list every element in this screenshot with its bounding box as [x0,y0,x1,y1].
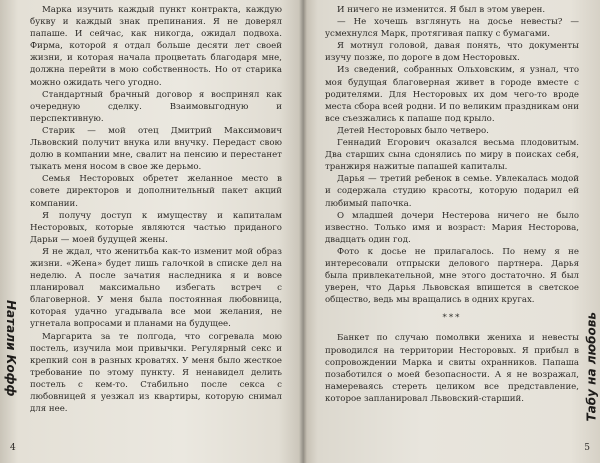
paragraph: Старик — мой отец Дмитрий Максимович Львовский получит внука или внучку. Передаст свою долю в компании мне, свалит на пенсию и перестанет тыкать меня носом в свое же дерьмо. [30,125,282,173]
paragraph: О младшей дочери Нестерова ничего не было известно. Только имя и возраст: Мария Несторова, двадцать один год. [325,210,579,245]
paragraph: Стандартный брачный договор я воспринял как очередную сделку. Взаимовыгодную и перспективную. [30,89,282,124]
paragraph: Дарья — третий ребенок в семье. Увлекалась модой и содержала студию красоты, которую подарил ей любимый папочка. [325,174,579,209]
paragraph: Марка изучить каждый пункт контракта, каждую букву и каждый знак препинания. Я не доверял папаше. И сейчас, как никогда, ожидал подвоха. Фирма, которой я отдал больше десяти лет своей жизни, и которая начала процветать благодаря мне, должна перейти в мою собственность. Но от старика можно ожидать чего угодно. [30,5,282,88]
left-page-text [30,4,282,415]
paragraph: Детей Несторовых было четверо. [337,125,489,136]
paragraph: Фото к досье не прилагалось. По нему я не интересовали отпрыски делового партнера. Дарья была привлекательной, мне этого достаточно. Я был уверен, что Дарья Львовская впишется в светское общество, ведь мы вращались в одних кругах. [325,246,579,306]
page-number: 5 [584,443,590,453]
paragraph: Я мотнул головой, давая понять, что документы изучу позже, по дороге в дом Несторовых. [325,41,579,64]
section-separator: *** [442,313,462,324]
paragraph: Из сведений, собранных Ольховским, я узнал, что моя будущая благоверная живет в городе вместе с родителями. Для Несторовых их дом чего-то вроде места сбора всей родни. И по великим праздникам они все съезжались к папаше под крыло. [325,65,579,124]
paragraph: Я не ждал, что женитьба как-то изменит мой образ жизни. «Жена» будет лишь галочкой в списке дел на неделю. А после зачатия наследника я и вовсе планировал максимально избегать встреч с благоверной. У меня была постоянная любовница, которая удачно угадывала все мои желания, не угнетала вопросами и планами на будущее. [30,246,282,330]
paragraph: Банкет по случаю помолвки жениха и невесты проводился на территории Несторовых. Я прибыл в сопровождении Марка и свиты охранников. Папаша позаботился о моей безопасности. А я не возражал, намереваясь стереть целиком все представление, которое запланировал Львовский-старший. [325,333,579,404]
author-name: Натали Кофф [4,300,18,397]
paragraph: Геннадий Егорович оказался весьма плодовитым. Два старших сына сдонялись по миру в поисках себя, транжиря нажитые папашей капиталы. [325,138,579,173]
paragraph: — Не хочешь взглянуть на досье невесты? — усмехнулся Марк, протягивая папку с бумагами. [325,17,579,40]
book-title: Табу на любовь [584,312,598,422]
right-page-text [325,4,579,405]
right-page [303,0,600,463]
paragraph: Маргарита за те полгода, что согревала мою постель, изучила мои привычки. Регулярный секс и крепкий сон в разных кроватях. У меня было жесткое требование по этому пункту. Я ненавидел делить постель с кем-то. Стабильно после секса с любовницей я уезжал из квартиры, которую снимал для нее. [30,331,282,415]
paragraph: И ничего не изменится. Я был в этом уверен. [337,5,546,15]
book-spine [299,0,307,463]
paragraph: Я получу доступ к имуществу и капиталам Несторовых, которые являются частью приданого Дарьи — моей будущей жены. [30,210,282,245]
paragraph: Семья Несторовых обретет желанное место в совете директоров и дополнительный пакет акций компании. [30,174,282,209]
page-number: 4 [10,443,16,453]
